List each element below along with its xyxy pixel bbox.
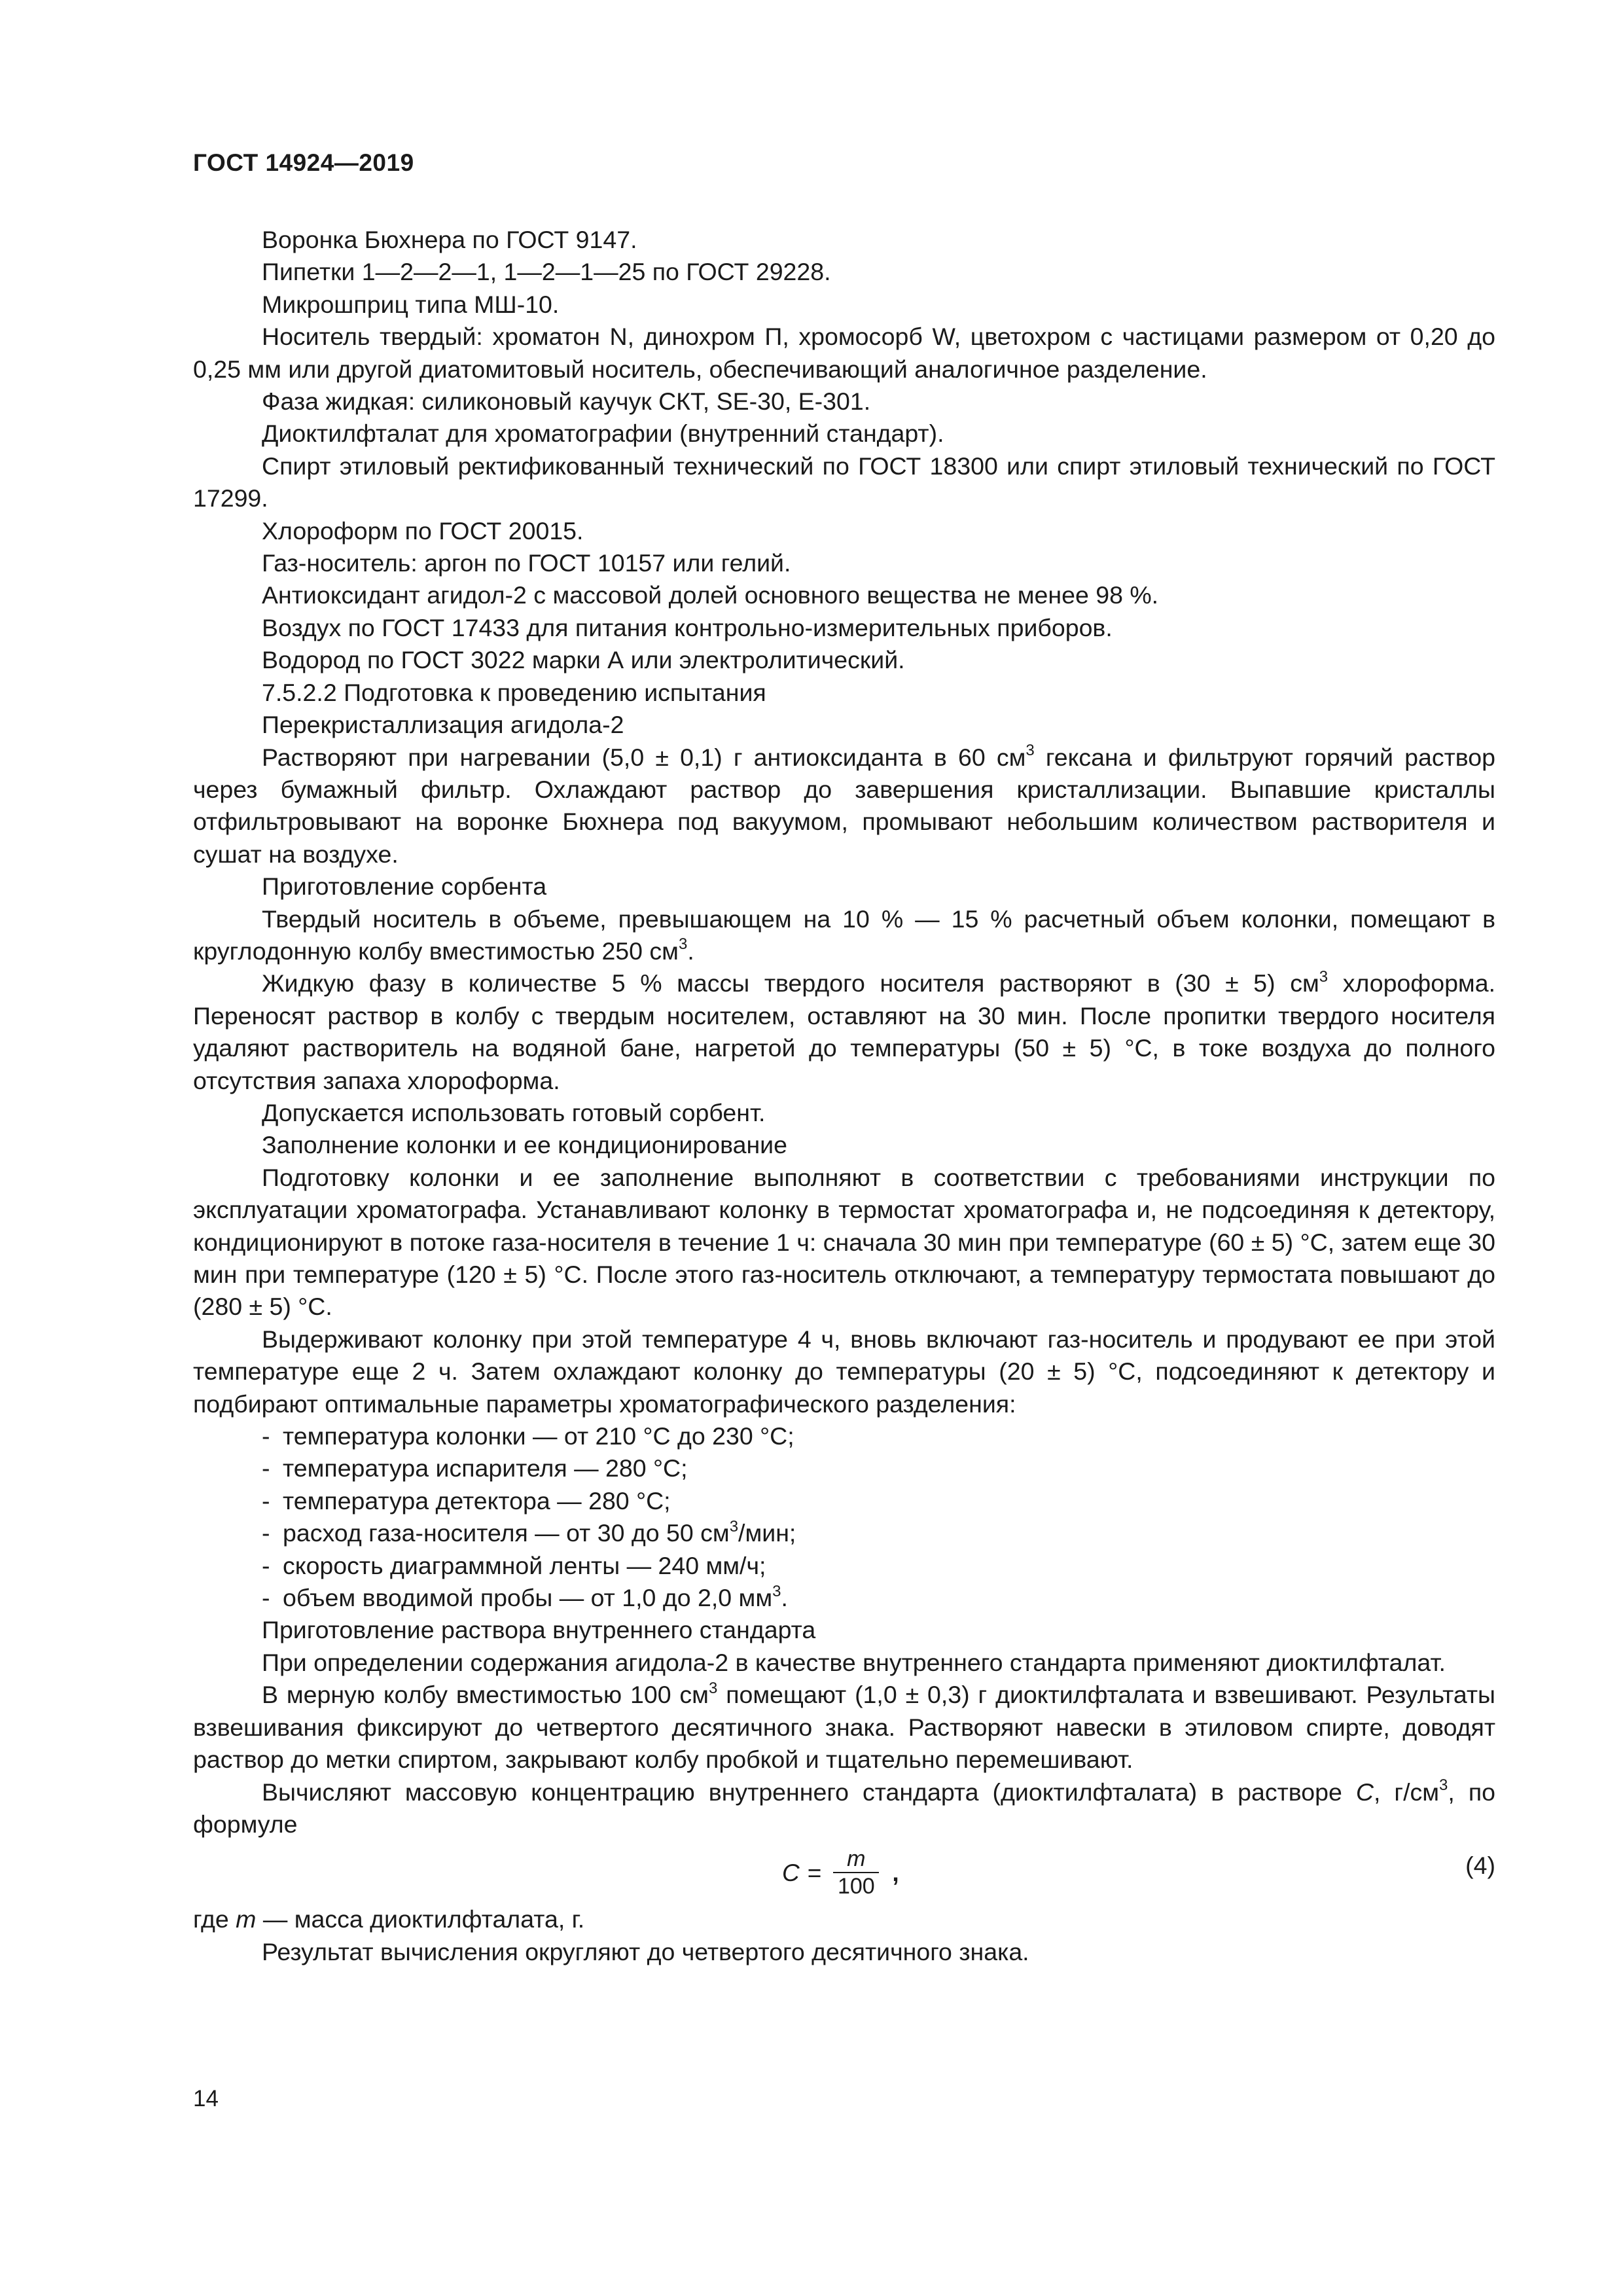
paragraph: где m — масса диоктилфталата, г.: [193, 1905, 585, 1933]
list-item: - объем вводимой пробы — от 1,0 до 2,0 $мм^3$.: [262, 1582, 788, 1612]
list-item: - температура испарителя — 280 °С;: [262, 1454, 688, 1482]
paragraph: Результат вычисления округляют до четвертого десятичного знака.: [262, 1937, 1029, 1965]
list-item: - температура детектора — 280 °С;: [262, 1486, 671, 1515]
subheading: Перекристаллизация агидола-2: [262, 711, 624, 739]
standard-header: ГОСТ 14924—2019: [193, 149, 414, 176]
paragraph: Микрошприц типа МШ-10.: [262, 290, 560, 318]
paragraph: Фаза жидкая: силиконовый каучук СКТ, SE-30, Е-301.: [262, 387, 871, 416]
paragraph: Воздух по ГОСТ 17433 для питания контрольно-измерительных приборов.: [262, 613, 1113, 641]
formula: C = $\frac{m}{100}$ ,: [782, 1846, 899, 1899]
paragraph: Вычисляют массовую концентрацию внутреннего стандарта (диоктилфталата) в растворе С, $г/см^3$, по формуле: [193, 1776, 1496, 1838]
paragraph: Жидкую фазу в количестве 5 % массы твердого носителя растворяют в (30 ± 5) $см^3$ хлороформа. Переносят раствор в колбу с твердым носителем, оставляют на 30 мин. После пропитки твердого носителя удаляют растворитель на водяной бане, нагретой до температуры (50 ± 5) °С, в токе воздуха до полного отсутствия запаха хлороформа.: [193, 967, 1495, 1094]
subheading: Приготовление сорбента: [262, 872, 547, 901]
paragraph: Водород по ГОСТ 3022 марки А или электролитический.: [262, 646, 905, 674]
paragraph: Газ-носитель: аргон по ГОСТ 10157 или гелий.: [262, 549, 791, 577]
paragraph: Выдерживают колонку при этой температуре 4 ч, вновь включают газ-носитель и продувают ее при этой температуре еще 2 ч. Затем охлаждают колонку до температуры (20 ± 5) °С, подсоединяют к детектору и подбирают оптимальные параметры хроматографического разделения:: [193, 1325, 1495, 1418]
formula-block: [193, 1840, 1495, 1903]
list-item: - скорость диаграммной ленты — 240 мм/ч;: [262, 1551, 766, 1579]
paragraph: В мерную колбу вместимостью 100 $см^3$ помещают (1,0 ± 0,3) г диоктилфталата и взвешивают. Результаты взвешивания фиксируют до четвертого десятичного знака. Растворяют навески в этиловом спирте, доводят раствор до метки спиртом, закрывают колбу пробкой и тщательно перемешивают.: [193, 1679, 1496, 1774]
paragraph: Воронка Бюхнера по ГОСТ 9147.: [262, 226, 637, 253]
paragraph: Антиоксидант агидол-2 с массовой долей основного вещества не менее 98 %.: [262, 581, 1159, 609]
paragraph: Пипетки 1—2—2—1, 1—2—1—25 по ГОСТ 29228.: [262, 258, 831, 286]
fraction: $\frac{m}{100}$: [833, 1846, 879, 1899]
paragraph: Подготовку колонки и ее заполнение выполняют в соответствии с требованиями инструкции по эксплуатации хроматографа. Устанавливают колонку в термостат хроматографа и, не подсоединяя к детектору, кондиционируют в потоке газа-носителя в течение 1 ч: сначала 30 мин при температуре (60 ± 5) °С, затем еще 30 мин при температуре (120 ± 5) °С. После этого газ-носитель отключают, а температуру термостата повышают до (280 ± 5) °С.: [193, 1163, 1495, 1321]
list-item: - температура колонки — от 210 °С до 230 °С;: [262, 1422, 794, 1450]
paragraph: Допускается использовать готовый сорбент.: [262, 1098, 766, 1126]
section-heading: 7.5.2.2 Подготовка к проведению испытания: [262, 678, 766, 706]
page-number: 14: [193, 2086, 219, 2111]
paragraph: Твердый носитель в объеме, превышающем на 10 % — 15 % расчетный объем колонки, помещают в круглодонную колбу вместимостью 250 $см^3$.: [193, 905, 1495, 965]
subheading: Заполнение колонки и ее кондиционирование: [262, 1131, 787, 1159]
paragraph: Растворяют при нагревании (5,0 ± 0,1) г антиоксиданта в 60 $см^3$ гексана и фильтруют горячий раствор через бумажный фильтр. Охлаждают раствор до завершения кристаллизации. Выпавшие кристаллы отфильтровывают на воронке Бюхнера под вакуумом, промывают небольшим количеством растворителя и сушат на воздухе.: [193, 742, 1495, 868]
paragraph: При определении содержания агидола-2 в качестве внутреннего стандарта применяют диоктилфталат.: [262, 1648, 1446, 1676]
paragraph: Спирт этиловый ректификованный технический по ГОСТ 18300 или спирт этиловый технический по ГОСТ 17299.: [193, 452, 1495, 512]
paragraph: Диоктилфталат для хроматографии (внутренний стандарт).: [262, 420, 944, 448]
paragraph: Хлороформ по ГОСТ 20015.: [262, 516, 584, 545]
list-item: - расход газа-носителя — от 30 до 50 $см^3$/мин;: [262, 1517, 796, 1547]
body-text: [193, 224, 1495, 1968]
paragraph: Носитель твердый: хроматон N, динохром П, хромосорб W, цветохром с частицами размером от 0,20 до 0,25 мм или другой диатомитовый носитель, обеспечивающий аналогичное разделение.: [193, 323, 1495, 383]
subheading: Приготовление раствора внутреннего стандарта: [262, 1616, 816, 1644]
formula-number: (4): [1465, 1852, 1495, 1880]
